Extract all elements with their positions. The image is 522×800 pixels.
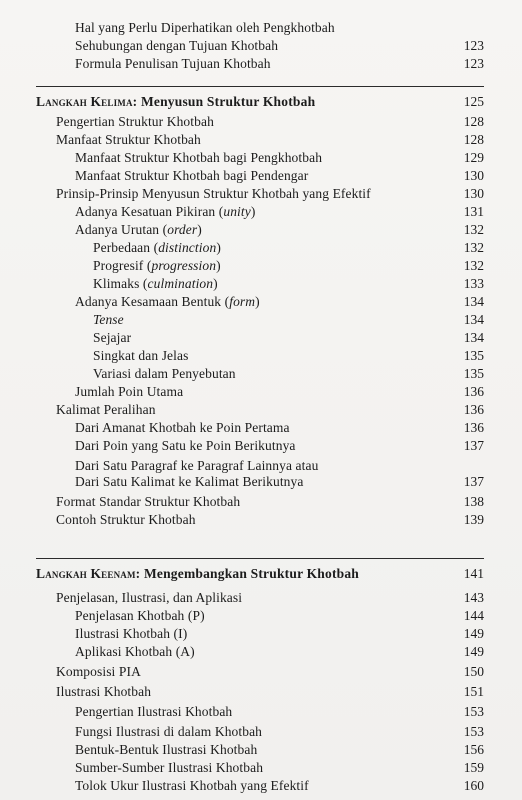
toc-entry-page: 128 xyxy=(463,114,484,129)
toc-entry-title: Singkat dan Jelas xyxy=(93,348,189,363)
toc-entry[interactable] xyxy=(0,258,522,276)
toc-entry[interactable] xyxy=(0,330,522,348)
toc-entry-title: Sumber-Sumber Ilustrasi Khotbah xyxy=(75,760,264,775)
toc-entry[interactable] xyxy=(0,348,522,366)
toc-entry-page: 131 xyxy=(463,204,484,219)
toc-entry-title: Contoh Struktur Khotbah xyxy=(56,512,196,527)
toc-entry-title: Sejajar xyxy=(93,330,132,345)
toc-entry[interactable] xyxy=(0,704,522,722)
toc-entry-page: 134 xyxy=(463,330,484,345)
toc-entry-title: Ilustrasi Khotbah xyxy=(56,684,152,699)
toc-entry-title: Komposisi PIA xyxy=(56,664,141,679)
toc-entry-page: 135 xyxy=(463,366,484,381)
toc-entry[interactable] xyxy=(0,168,522,186)
toc-entry-page: 136 xyxy=(463,402,484,417)
section-heading-text xyxy=(36,94,315,110)
toc-entry[interactable] xyxy=(0,402,522,420)
toc-entry-title: Progresif (progression) xyxy=(93,258,221,273)
toc-entry[interactable] xyxy=(0,20,522,38)
toc-entry[interactable] xyxy=(0,494,522,512)
toc-entry[interactable] xyxy=(0,474,522,492)
toc-entry-page: 153 xyxy=(463,704,484,719)
toc-entry[interactable] xyxy=(0,608,522,626)
toc-entry[interactable] xyxy=(0,276,522,294)
toc-entry-title: Penjelasan, Ilustrasi, dan Aplikasi xyxy=(56,590,243,605)
toc-entry-title: Hal yang Perlu Diperhatikan oleh Pengkhotbah xyxy=(75,20,335,35)
toc-entry-page: 160 xyxy=(463,778,484,793)
toc-entry-title: Variasi dalam Penyebutan xyxy=(93,366,236,381)
toc-entry-title: Adanya Kesamaan Bentuk (form) xyxy=(75,294,260,309)
toc-entry-title: Dari Satu Paragraf ke Paragraf Lainnya atau xyxy=(75,458,319,473)
toc-entry[interactable] xyxy=(0,724,522,742)
toc-entry-page: 139 xyxy=(463,512,484,527)
toc-entry-title: Format Standar Struktur Khotbah xyxy=(56,494,241,509)
toc-entry[interactable] xyxy=(0,114,522,132)
toc-entry-page: 144 xyxy=(463,608,484,623)
toc-entry-title: Tense xyxy=(93,312,124,327)
toc-entry[interactable] xyxy=(0,132,522,150)
toc-entry-page: 128 xyxy=(463,132,484,147)
toc-entry-page: 137 xyxy=(463,474,484,489)
toc-entry-title: Adanya Kesatuan Pikiran (unity) xyxy=(75,204,256,219)
toc-entry-page: 133 xyxy=(463,276,484,291)
toc-entry-title: Kalimat Peralihan xyxy=(56,402,156,417)
toc-entry[interactable] xyxy=(0,312,522,330)
section-heading-text xyxy=(36,566,359,582)
toc-entry[interactable] xyxy=(0,186,522,204)
toc-entry-page: 132 xyxy=(463,240,484,255)
toc-entry-title: Dari Satu Kalimat ke Kalimat Berikutnya xyxy=(75,474,304,489)
toc-entry[interactable] xyxy=(0,590,522,608)
toc-entry[interactable] xyxy=(0,384,522,402)
toc-entry-page: 141 xyxy=(463,566,484,581)
toc-entry[interactable] xyxy=(0,150,522,168)
toc-entry-page: 153 xyxy=(463,724,484,739)
toc-entry[interactable] xyxy=(0,366,522,384)
toc-entry[interactable] xyxy=(0,56,522,74)
toc-entry-title: Jumlah Poin Utama xyxy=(75,384,184,399)
toc-entry[interactable] xyxy=(0,438,522,456)
toc-entry-page: 151 xyxy=(463,684,484,699)
toc-entry-page: 123 xyxy=(463,56,484,71)
toc-entry-title: Adanya Urutan (order) xyxy=(75,222,202,237)
toc-entry-page: 149 xyxy=(463,626,484,641)
section-step-label: Langkah Keenam: xyxy=(36,566,141,581)
section-divider xyxy=(36,558,484,559)
toc-entry[interactable] xyxy=(0,204,522,222)
toc-entry-title: Sehubungan dengan Tujuan Khotbah xyxy=(75,38,279,53)
toc-entry[interactable] xyxy=(0,664,522,682)
toc-entry[interactable] xyxy=(0,512,522,530)
section-title: Menyusun Struktur Khotbah xyxy=(140,94,316,109)
toc-entry-page: 159 xyxy=(463,760,484,775)
toc-section-heading[interactable] xyxy=(0,566,522,584)
toc-entry-page: 138 xyxy=(463,494,484,509)
toc-entry-title: Perbedaan (distinction) xyxy=(93,240,221,255)
toc-entry[interactable] xyxy=(0,626,522,644)
toc-entry-title: Dari Poin yang Satu ke Poin Berikutnya xyxy=(75,438,296,453)
section-divider xyxy=(36,86,484,87)
toc-entry-title: Formula Penulisan Tujuan Khotbah xyxy=(75,56,271,71)
toc-entry-title: Pengertian Ilustrasi Khotbah xyxy=(75,704,233,719)
toc-entry-page: 132 xyxy=(463,258,484,273)
toc-entry-title: Klimaks (culmination) xyxy=(93,276,218,291)
toc-entry-title: Pengertian Struktur Khotbah xyxy=(56,114,214,129)
toc-entry-title: Prinsip-Prinsip Menyusun Struktur Khotbah yang Efektif xyxy=(56,186,371,201)
toc-entry[interactable] xyxy=(0,294,522,312)
toc-entry-page: 123 xyxy=(463,38,484,53)
toc-entry-title: Manfaat Struktur Khotbah xyxy=(56,132,201,147)
toc-entry-page: 136 xyxy=(463,420,484,435)
toc-entry-page: 149 xyxy=(463,644,484,659)
toc-entry-page: 135 xyxy=(463,348,484,363)
toc-entry-title: Dari Amanat Khotbah ke Poin Pertama xyxy=(75,420,290,435)
toc-entry-title: Bentuk-Bentuk Ilustrasi Khotbah xyxy=(75,742,258,757)
toc-entry-page: 132 xyxy=(463,222,484,237)
toc-entry-page: 156 xyxy=(463,742,484,757)
section-step-label: Langkah Kelima: xyxy=(36,94,138,109)
toc-entry[interactable] xyxy=(0,222,522,240)
toc-entry-page: 136 xyxy=(463,384,484,399)
toc-entry[interactable] xyxy=(0,644,522,662)
toc-entry-page: 125 xyxy=(463,94,484,109)
toc-entry-title: Tolok Ukur Ilustrasi Khotbah yang Efektif xyxy=(75,778,309,793)
toc-entry[interactable] xyxy=(0,760,522,778)
toc-entry-title: Ilustrasi Khotbah (I) xyxy=(75,626,188,641)
toc-entry[interactable] xyxy=(0,240,522,258)
toc-entry-title: Manfaat Struktur Khotbah bagi Pendengar xyxy=(75,168,309,183)
toc-entry-title: Aplikasi Khotbah (A) xyxy=(75,644,195,659)
toc-entry[interactable] xyxy=(0,778,522,796)
toc-entry[interactable] xyxy=(0,420,522,438)
toc-entry[interactable] xyxy=(0,38,522,56)
toc-entry-page: 137 xyxy=(463,438,484,453)
toc-entry-page: 129 xyxy=(463,150,484,165)
toc-entry-page: 134 xyxy=(463,312,484,327)
toc-entry-page: 130 xyxy=(463,168,484,183)
toc-entry[interactable] xyxy=(0,742,522,760)
toc-entry-page: 134 xyxy=(463,294,484,309)
toc-entry[interactable] xyxy=(0,684,522,702)
toc-entry-page: 130 xyxy=(463,186,484,201)
section-title: Mengembangkan Struktur Khotbah xyxy=(143,566,360,581)
toc-entry-page: 143 xyxy=(463,590,484,605)
toc-entry-page: 150 xyxy=(463,664,484,679)
toc-section-heading[interactable] xyxy=(0,94,522,112)
toc-entry-title: Penjelasan Khotbah (P) xyxy=(75,608,205,623)
toc-entry-title: Manfaat Struktur Khotbah bagi Pengkhotbah xyxy=(75,150,323,165)
toc-entry-title: Fungsi Ilustrasi di dalam Khotbah xyxy=(75,724,263,739)
